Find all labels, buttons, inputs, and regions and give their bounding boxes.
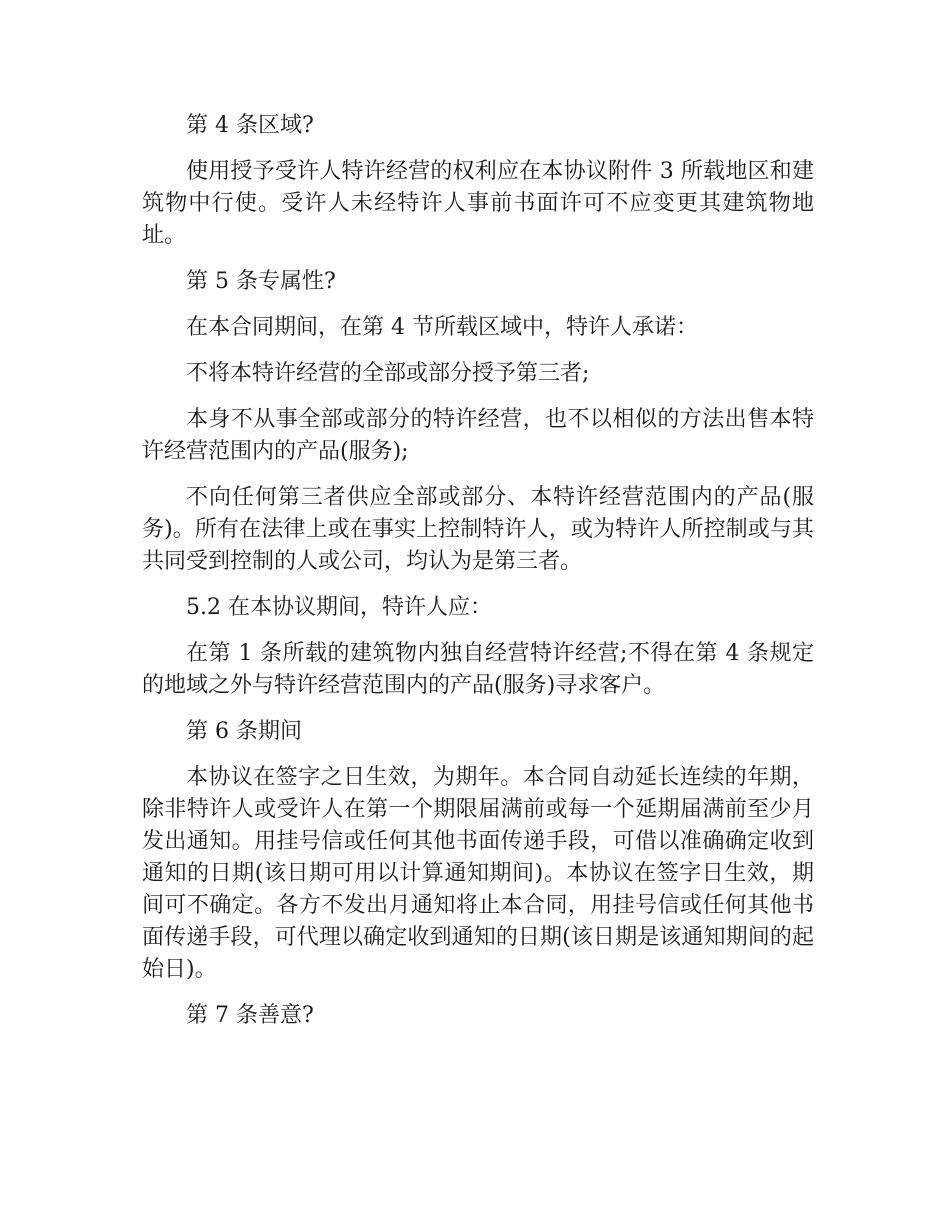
article-4-heading: 第 4 条区域? xyxy=(186,113,314,138)
article-6-text: 本协议在签字之日生效，为期年。本合同自动延长连续的年期，除非特许人或受许人在第一个期限届满前或每一个延期届满前至少月发出通知。用挂号信或任何其他书面传递手段，可借以准确确定收到通知的日期(该日期可用以计算通知期间)。本协议在签字日生效，期间可不确定。各方不发出月通知将止本合同，用挂号信或任何其他书面传递手段，可代理以确定收到通知的日期(该日期是该通知期间的起始日)。 xyxy=(142,765,814,982)
article-5-item-2: 本身不从事全部或部分的特许经营，也不以相似的方法出售本特许经营范围内的产品(服务); xyxy=(142,407,814,464)
article-5-item-3: 不向任何第三者供应全部或部分、本特许经营范围内的产品(服务)。所有在法律上或在事实上控制特许人，或为特许人所控制或与其共同受到控制的人或公司，均认为是第三者。 xyxy=(142,485,814,574)
article-7-heading: 第 7 条善意? xyxy=(186,1003,314,1028)
article-5-2-text: 在第 1 条所载的建筑物内独自经营特许经营;不得在第 4 条规定的地域之外与特许经营范围内的产品(服务)寻求客户。 xyxy=(142,641,814,698)
article-6-heading: 第 6 条期间 xyxy=(186,719,302,744)
article-5-item-1: 不将本特许经营的全部或部分授予第三者; xyxy=(186,361,590,386)
article-5-2-heading: 5.2 在本协议期间，特许人应： xyxy=(186,595,492,620)
article-5-intro: 在本合同期间，在第 4 节所载区域中，特许人承诺： xyxy=(186,315,698,340)
article-5-heading: 第 5 条专属性? xyxy=(186,269,336,294)
article-4-text: 使用授予受许人特许经营的权利应在本协议附件 3 所载地区和建筑物中行使。受许人未经特许人事前书面许可不应变更其建筑物地址。 xyxy=(142,159,814,248)
document-body xyxy=(142,110,814,1046)
